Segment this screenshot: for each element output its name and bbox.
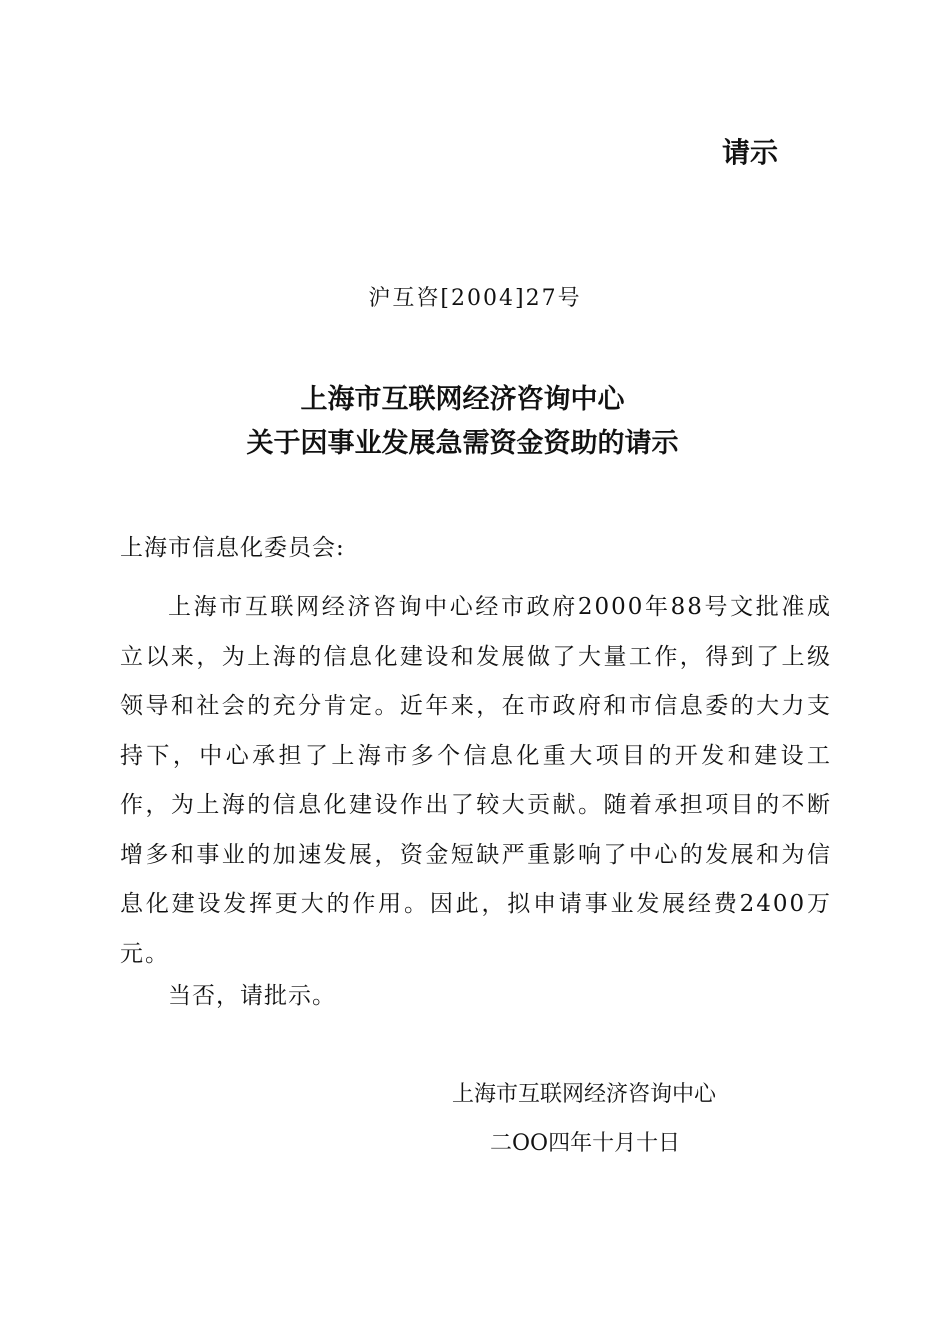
document-title (0, 378, 925, 466)
closing-request: 当否，请批示。 (168, 983, 336, 1009)
signature-date: 二OO四年十月十日 (490, 1131, 681, 1156)
body-paragraph: 上海市互联网经济咨询中心经市政府2000年88号文批准成立以来，为上海的信息化建设和发展做了大量工作，得到了上级领导和社会的充分肯定。近年来，在市政府和市信息委的大力支持下，中心承担了上海市多个信息化重大项目的开发和建设工作，为上海的信息化建设作出了较大贡献。随着承担项目的不断增多和事业的加速发展，资金短缺严重影响了中心的发展和为信息化建设发挥更大的作用。因此，拟申请事业发展经费2400万元。 (120, 594, 832, 967)
document-title-line2: 关于因事业发展急需资金资助的请示 (246, 428, 679, 459)
document-title-line1: 上海市互联网经济咨询中心 (300, 384, 625, 415)
recipient: 上海市信息化委员会: (120, 535, 345, 561)
signature-organization: 上海市互联网经济咨询中心 (452, 1082, 717, 1107)
document-number: 沪互咨[2004]27号 (368, 286, 582, 311)
document-type-label: 请示 (722, 136, 779, 169)
